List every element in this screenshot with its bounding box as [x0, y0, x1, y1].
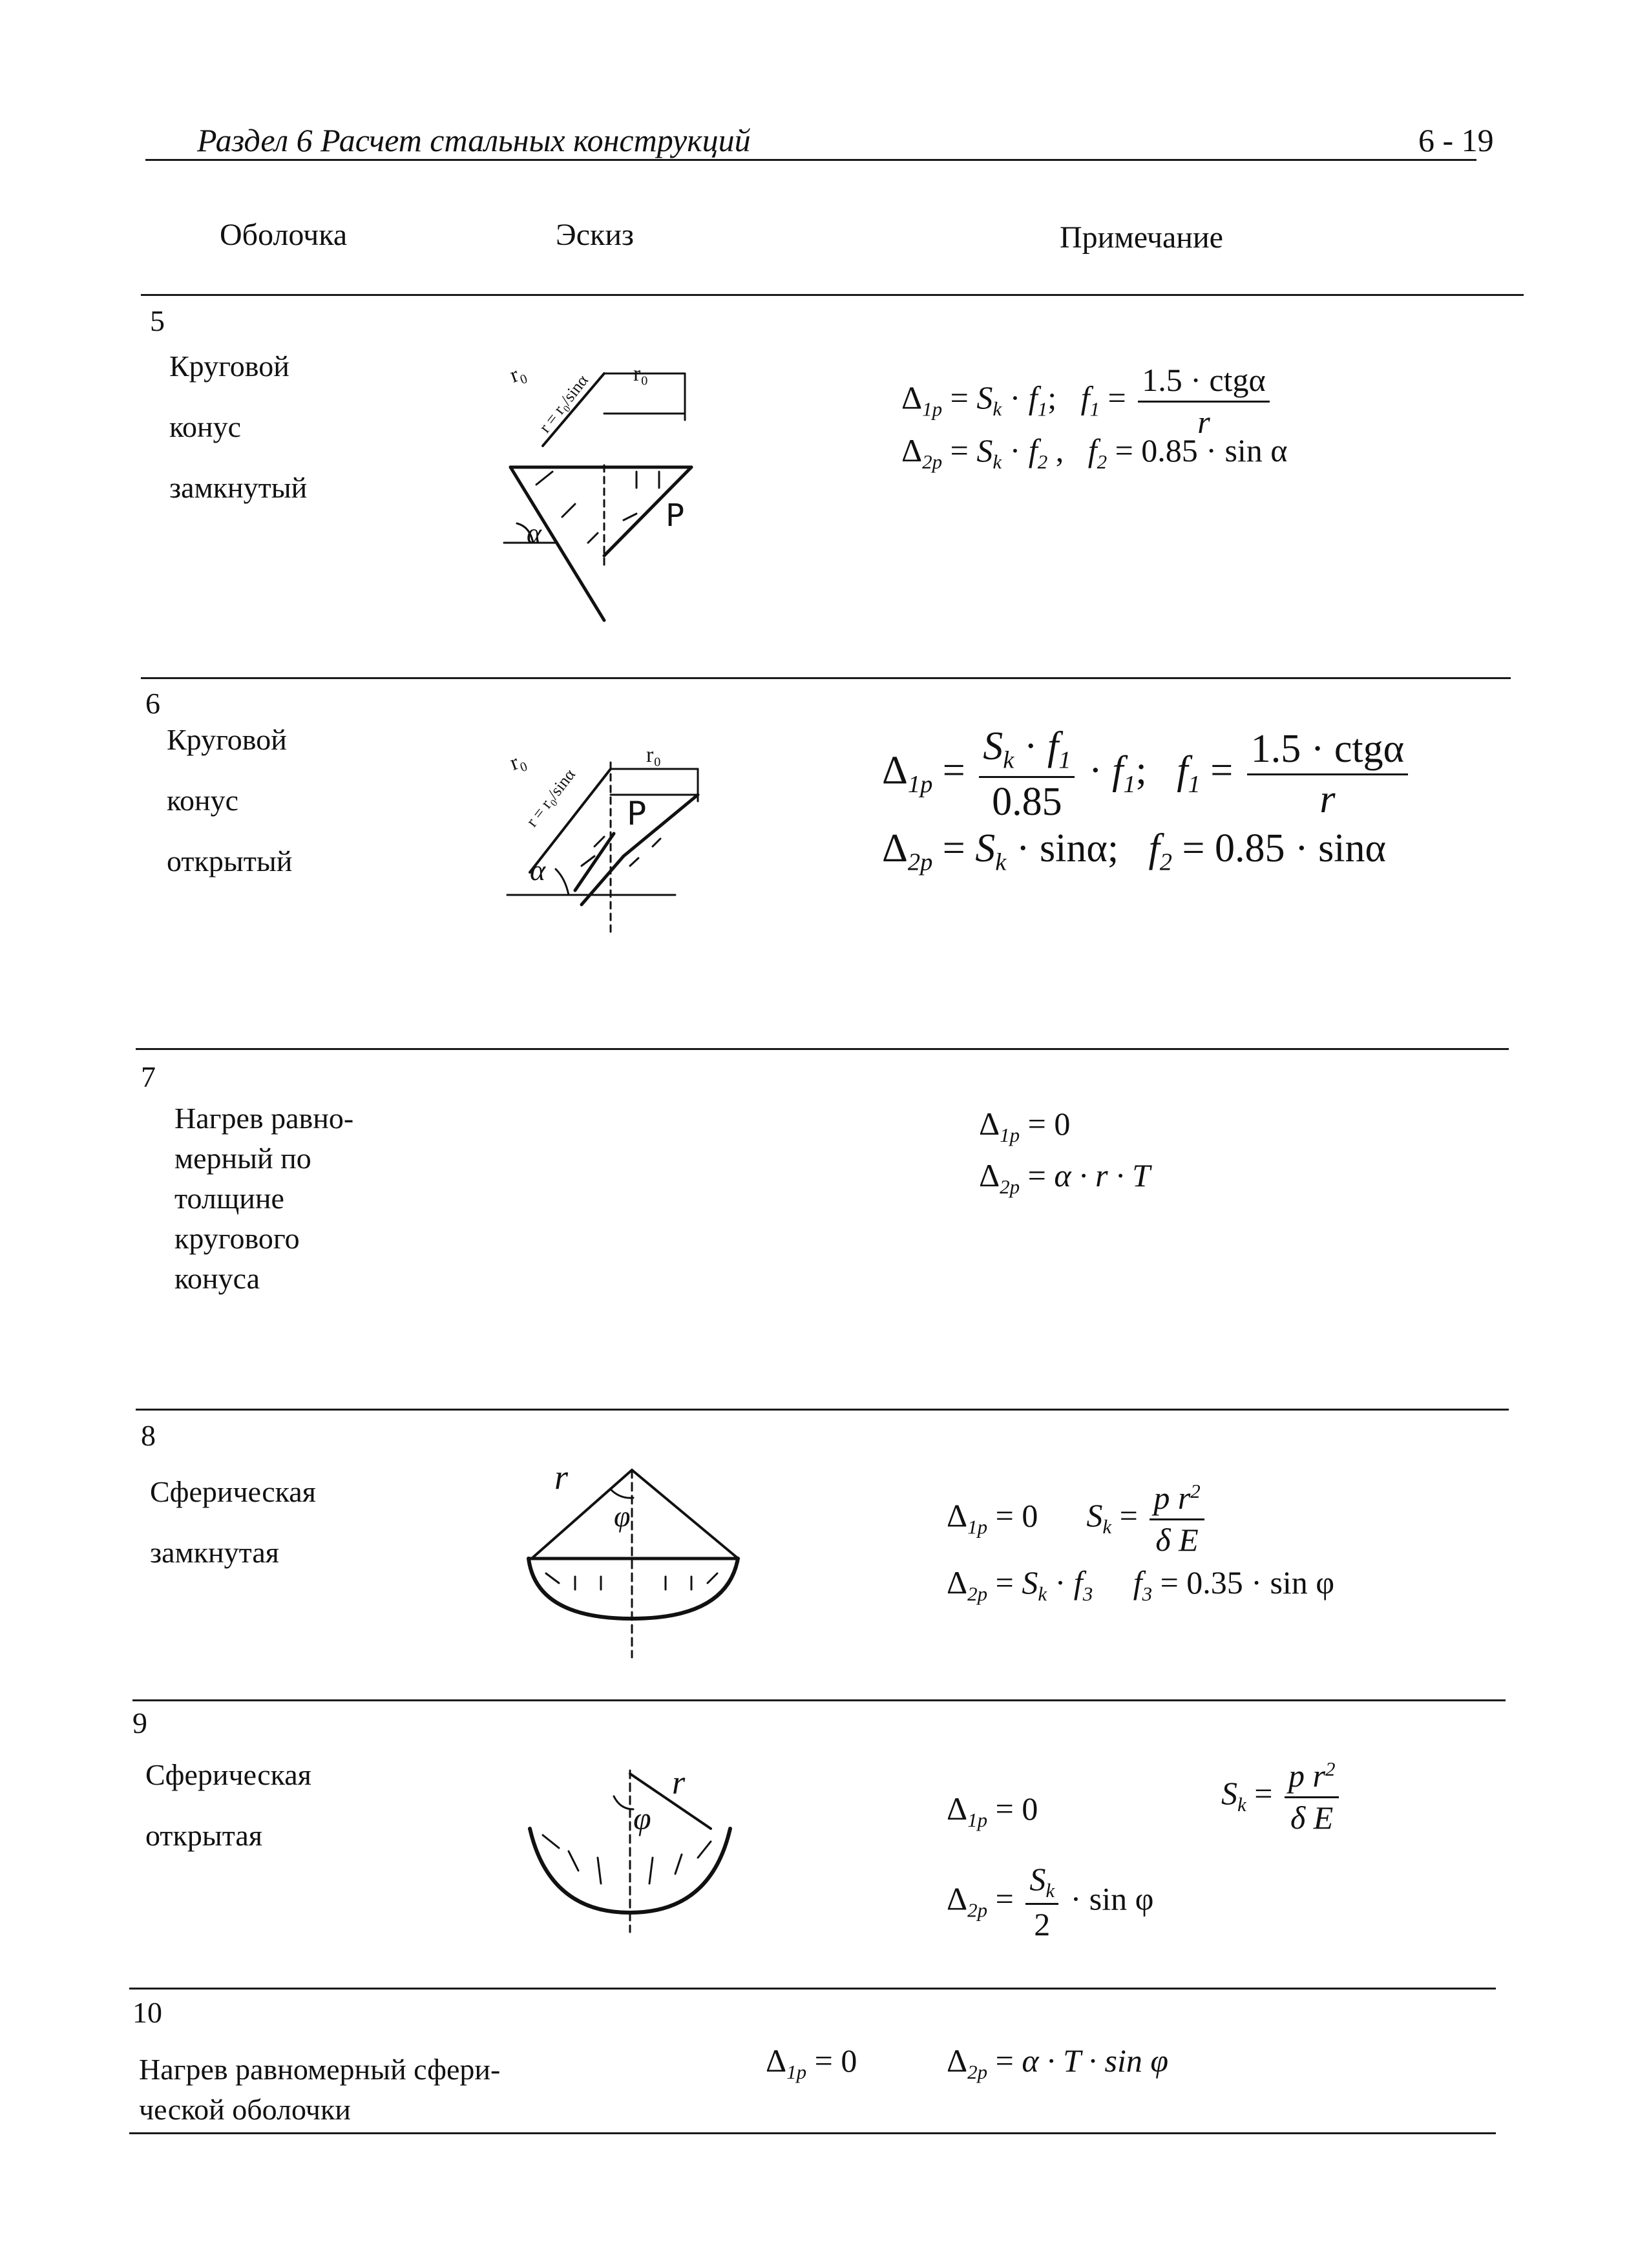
formula-d2-rhs: sinα; — [1039, 826, 1119, 870]
formula-f1-denominator: r — [1197, 403, 1210, 440]
sketch-label-pressure: P — [666, 498, 684, 534]
row-name-line: ческой оболочки — [139, 2093, 351, 2126]
row-name-line: открытая — [145, 1819, 262, 1852]
column-header-rule — [141, 294, 1524, 296]
row-name-line: Нагрев равномерный сфери- — [139, 2053, 501, 2086]
row-number: 7 — [141, 1060, 156, 1093]
formula-d2-rhs: α · r · T — [1054, 1157, 1150, 1193]
formula-delta1-row9: $\Delta_{1p} = 0$ — [947, 1790, 1038, 1831]
formula-d2-rhs: α · T · sin φ — [1022, 2042, 1169, 2079]
formula-d2-denominator: 2 — [1034, 1906, 1051, 1943]
formula-delta1-row7: $\Delta_{1p} = 0$ — [979, 1106, 1071, 1146]
formula-delta1-row8: $\Delta_{1p} = 0$ $S_k$ = $\frac{p r^2}{\text{δ E}}$ — [947, 1480, 1208, 1559]
row-number: 8 — [141, 1419, 156, 1452]
sketch-label-r-slant: r = r₀/sinα — [522, 765, 580, 831]
closed-sphere-sketch — [517, 1460, 750, 1667]
sketch-label-phi: φ — [633, 1800, 651, 1836]
formula-d1-rhs: 0 — [841, 2042, 857, 2079]
formula-delta2-row7: $\Delta_{2p} = \alpha \cdot r \cdot T$ — [979, 1157, 1150, 1198]
formula-f3-rhs: 0.35 · sin φ — [1186, 1564, 1335, 1601]
row-name-line: кругового — [174, 1222, 300, 1255]
row-name-line: замкнутый — [169, 471, 308, 504]
row-name-line: Сферическая — [145, 1758, 311, 1791]
row-name-line: толщине — [174, 1182, 284, 1215]
formula-sk-denominator: δ E — [1155, 1521, 1199, 1558]
row-number: 5 — [150, 304, 165, 337]
page-number: 6 - 19 — [1418, 122, 1494, 158]
row-name-line: Нагрев равно- — [174, 1102, 354, 1135]
formula-f2-rhs: 0.85 · sinα — [1214, 826, 1386, 870]
open-sphere-sketch — [517, 1758, 750, 1951]
formula-delta2-row5: $\Delta_{2p} = S_k \cdot f_2$ , $f_2 = 0.85 \cdot \sin \alpha$ — [901, 432, 1288, 473]
row-number: 9 — [132, 1706, 147, 1739]
sketch-label-alpha: α — [527, 518, 542, 549]
row-name-line: конус — [169, 410, 242, 443]
formula-f1-numerator: 1.5 · ctgα — [1138, 362, 1269, 403]
row-name-line: мерный по — [174, 1142, 311, 1175]
formula-delta2-row9: $\Delta_{2p}$ = $\frac{S_k}{2}$ · sin φ — [947, 1861, 1154, 1943]
formula-d1-denominator: 0.85 — [992, 779, 1062, 824]
formula-f2-rhs: 0.85 · sin α — [1141, 432, 1288, 468]
formula-delta1-row10: $\Delta_{1p} = 0$ — [766, 2042, 857, 2083]
open-cone-sketch — [498, 737, 704, 943]
row-name-line: Сферическая — [150, 1475, 316, 1508]
formula-sk-row9: $S_k$ = $\frac{p r^2}{\text{δ E}}$ — [1221, 1758, 1343, 1836]
row-divider — [136, 1048, 1509, 1050]
formula-delta2-row10: $\Delta_{2p} = \alpha \cdot T \cdot \sin \varphi$ — [947, 2042, 1169, 2083]
row-divider — [129, 1988, 1496, 1990]
formula-delta1-row5: $\Delta_{1p} = S_k \cdot f_1$; $f_1$ = $\frac{\text{1.5 · ctgα}}{r}$ — [901, 362, 1274, 441]
table-bottom-rule — [129, 2132, 1496, 2134]
row-name-line: конуса — [174, 1262, 260, 1295]
row-divider — [136, 1409, 1509, 1411]
sketch-label-r-slant: r = r₀/sinα — [535, 371, 593, 437]
row-name-line: конус — [167, 784, 239, 817]
sketch-label-radius: r — [672, 1765, 686, 1801]
sketch-label-phi: φ — [614, 1500, 631, 1533]
formula-delta1-row6: $\Delta_{1p}$ = $\frac{S_k \cdot f_1}{0.85}$ · $f_1$; $f_1$ = $\frac{\text{1.5 · ctgα}}{r}$ — [882, 724, 1412, 825]
row-divider — [141, 677, 1511, 679]
row-number: 10 — [132, 1996, 162, 2029]
sketch-label-r0: r₀ — [633, 362, 649, 386]
column-header-sketch: Эскиз — [556, 218, 634, 252]
sketch-label-r0: r₀ — [646, 743, 662, 767]
sketch-label-radius: r — [554, 1458, 569, 1496]
row-name-line: замкнутая — [150, 1536, 279, 1569]
formula-f1-numerator: 1.5 · ctgα — [1247, 726, 1408, 775]
row-name-line: открытый — [167, 845, 293, 877]
formula-delta2-row8: $\Delta_{2p} = S_k \cdot f_3$ $f_3 = 0.35 \cdot \sin \varphi$ — [947, 1564, 1335, 1605]
sketch-label-alpha: α — [530, 854, 546, 887]
sketch-label-r0: r₀ — [507, 748, 529, 775]
column-header-shell: Оболочка — [220, 218, 348, 252]
sketch-label-r0: r₀ — [507, 360, 529, 388]
column-header-note: Примечание — [1060, 220, 1223, 255]
formula-d1-rhs: 0 — [1022, 1497, 1038, 1534]
formula-d1-rhs: 0 — [1054, 1106, 1071, 1142]
formula-delta2-row6: $\Delta_{2p} = S_k \cdot \sin\alpha$; $f_2 = 0.85 \cdot \sin\alpha$ — [882, 826, 1386, 876]
formula-d2-tail: · sin φ — [1070, 1880, 1154, 1917]
row-name-line: Круговой — [169, 350, 289, 383]
formula-f1-denominator: r — [1319, 777, 1336, 821]
sketch-label-pressure: P — [627, 795, 647, 832]
formula-d1-rhs: 0 — [1022, 1790, 1038, 1827]
section-title: Раздел 6 Расчет стальных конструкций — [197, 122, 751, 158]
row-divider — [132, 1699, 1506, 1701]
row-name-line: Круговой — [167, 723, 287, 756]
formula-sk-denominator: δ E — [1290, 1799, 1334, 1836]
header-rule — [145, 159, 1476, 161]
row-number: 6 — [145, 687, 160, 720]
